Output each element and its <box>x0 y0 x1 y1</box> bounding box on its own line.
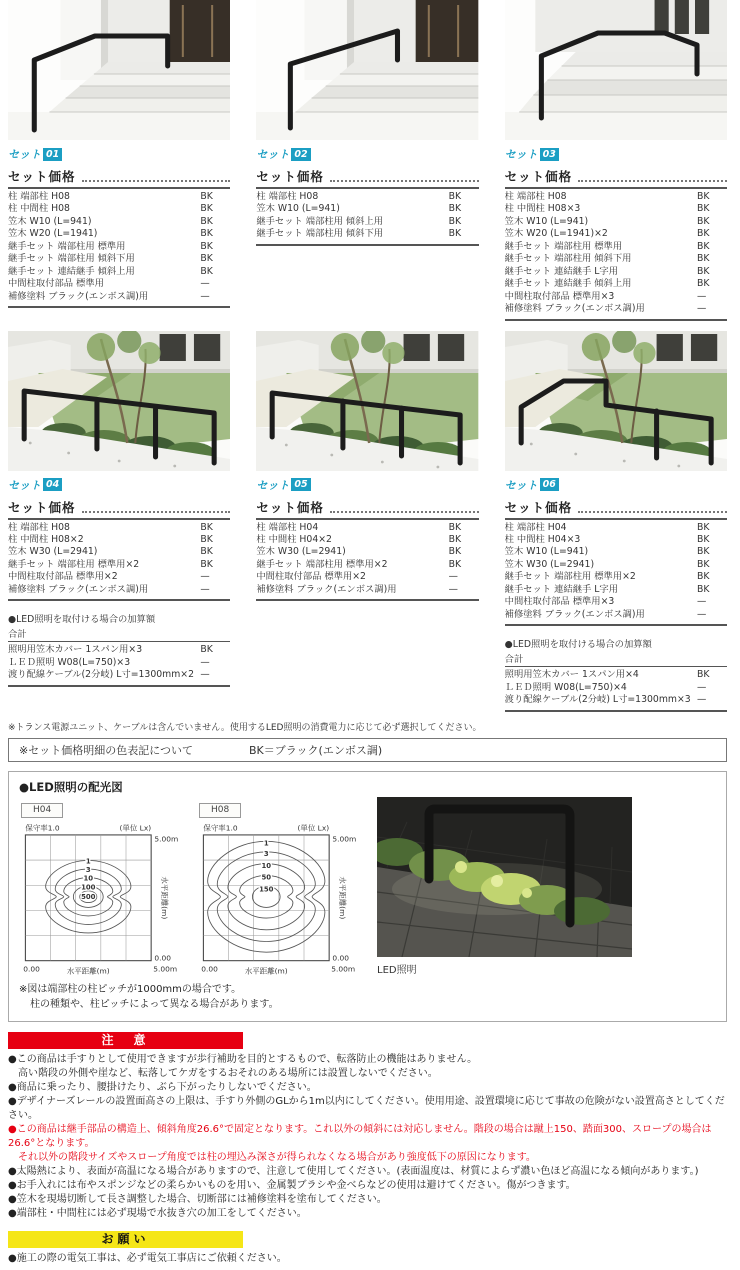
table-row <box>256 546 478 558</box>
led-distribution-chart-h04 <box>19 797 181 978</box>
item-color-code: BK <box>696 253 710 265</box>
price-title: セット価格 <box>256 167 478 185</box>
chart-tag-h08: H08 <box>199 803 241 818</box>
table-row <box>505 609 727 621</box>
item-name: 柱 端部柱 H08 <box>8 521 70 533</box>
table-row <box>256 203 478 215</box>
item-name: 継手セット 端部柱用 標準用×2 <box>8 558 140 570</box>
item-name: 柱 中間柱 H08×3 <box>504 203 581 215</box>
item-name: 継手セット 端部柱用 標準用 <box>504 240 623 252</box>
item-name: 継手セット 連結継手 傾斜上用 <box>8 265 135 277</box>
set-number-badge: 02 <box>291 148 310 161</box>
item-name: 継手セット 端部柱用 標準用×2 <box>504 571 636 583</box>
set-04-label <box>8 477 230 493</box>
item-color-code: BK <box>200 533 213 545</box>
item-color-code: — <box>200 290 210 302</box>
table-row <box>505 694 727 706</box>
item-color-code: — <box>200 669 210 681</box>
table-row <box>256 534 478 546</box>
item-name: 笠木 W10 (L=941) <box>256 203 340 215</box>
set-01-price-table <box>8 187 230 308</box>
item-color-code: BK <box>448 203 462 215</box>
caution-list <box>8 1053 727 1221</box>
svg-text:10: 10 <box>261 861 272 870</box>
item-color-code: BK <box>696 533 710 545</box>
item-name: 中間柱取付部品 標準用 <box>8 278 104 290</box>
item-name: 渡り配線ケーブル(2分岐) L寸=1300mm×2 <box>8 669 194 681</box>
svg-text:100: 100 <box>81 882 96 891</box>
item-color-code: BK <box>696 669 710 681</box>
dotted-leader <box>330 179 479 182</box>
item-color-code: BK <box>696 521 710 533</box>
item-color-code: — <box>696 608 707 620</box>
step-handrail-illustration <box>8 0 230 140</box>
set-01-section <box>8 140 230 321</box>
dotted-leader <box>82 510 231 513</box>
item-name: 柱 端部柱 H08 <box>504 191 567 202</box>
item-color-code: BK <box>696 203 710 215</box>
item-name: 柱 中間柱 H08×2 <box>8 533 84 545</box>
set-prefix: セット <box>8 148 41 161</box>
svg-text:5.00m: 5.00m <box>332 833 357 843</box>
table-row <box>505 278 727 290</box>
request-header: お願い <box>8 1231 243 1248</box>
table-row <box>8 669 230 681</box>
set-number-badge: 03 <box>540 148 559 161</box>
photo-row-garden <box>8 331 727 471</box>
item-name: 笠木 W10 (L=941) <box>504 546 589 558</box>
notice-line: ●商品に乗ったり、腰掛けたり、ぶら下がったりしないでください。 <box>8 1082 317 1094</box>
charts-row <box>19 797 359 978</box>
item-color-code: BK <box>200 253 213 265</box>
table-row <box>8 657 230 669</box>
svg-text:(単位 Lx): (単位 Lx) <box>297 823 330 833</box>
item-color-code: — <box>696 681 707 693</box>
svg-text:水平距離(m): 水平距離(m) <box>244 965 288 975</box>
set-number-badge: 01 <box>43 148 62 161</box>
sets-row-1 <box>8 140 727 321</box>
item-name: 柱 中間柱 H08 <box>8 203 70 215</box>
led-addon-title: ●LED照明を取付ける場合の加算額 <box>8 614 156 626</box>
led-photo-caption: LED照明 <box>377 964 417 976</box>
set-prefix: セット <box>8 478 41 492</box>
notice-line: ●笠木を現場切断して長さ調整した場合、切断部には補修塗料を塗布してください。 <box>8 1194 387 1206</box>
svg-text:5.00m: 5.00m <box>331 963 356 973</box>
dotted-leader <box>330 510 479 513</box>
svg-text:50: 50 <box>261 873 272 882</box>
item-color-code: BK <box>200 265 213 277</box>
table-row <box>8 228 230 240</box>
item-name: 笠木 W30 (L=2941) <box>504 558 595 570</box>
item-name: ＬＥＤ照明 W08(L=750)×4 <box>504 681 627 693</box>
item-name: 柱 中間柱 H04×2 <box>256 533 332 545</box>
item-color-code: BK <box>696 583 710 595</box>
price-title: セット価格 <box>256 498 478 516</box>
item-color-code: — <box>200 583 210 595</box>
table-row <box>505 266 727 278</box>
item-color-code: BK <box>696 571 710 583</box>
set-05-price-table <box>256 518 478 602</box>
item-color-code: BK <box>448 191 462 202</box>
table-row <box>8 241 230 253</box>
led-photo-column <box>377 797 632 976</box>
item-name: 補修塗料 ブラック(エンボス調)用 <box>8 290 149 302</box>
svg-text:500: 500 <box>81 892 96 901</box>
item-color-code: — <box>696 290 707 302</box>
svg-text:(単位 Lx): (単位 Lx) <box>119 823 152 833</box>
item-name: 柱 端部柱 H04 <box>504 521 567 533</box>
table-row <box>256 584 478 596</box>
svg-text:保守率1.0: 保守率1.0 <box>203 823 238 833</box>
item-color-code: BK <box>200 644 213 656</box>
svg-text:3: 3 <box>263 849 269 858</box>
set-prefix: セット <box>256 148 290 161</box>
set-04-led-addon-table <box>8 642 230 686</box>
table-row <box>8 584 230 596</box>
table-row <box>256 191 478 203</box>
led-addon-subtotal-label: 合計 <box>8 626 230 642</box>
notice-line: ●太陽熱により、表面が高温になる場合がありますので、注意して使用してください。(表面温度は、材質によらず濃い色ほど高温になる傾向があります。) <box>8 1166 699 1178</box>
table-row <box>8 534 230 546</box>
item-name: 補修塗料 ブラック(エンボス調)用 <box>256 583 397 595</box>
contour-chart-h04 <box>19 820 181 978</box>
item-name: 継手セット 連結継手 L字用 <box>504 583 619 595</box>
svg-text:0.00: 0.00 <box>332 953 349 963</box>
product-photo-set05 <box>256 331 478 471</box>
table-row <box>256 559 478 571</box>
price-title: セット価格 <box>8 167 230 185</box>
step-handrail-illustration <box>505 0 727 140</box>
table-row <box>8 278 230 290</box>
set-05-section <box>256 471 478 712</box>
item-color-code: BK <box>200 546 213 558</box>
price-title: セット価格 <box>505 167 727 185</box>
item-name: 笠木 W20 (L=1941) <box>8 228 98 240</box>
request-list <box>8 1252 727 1266</box>
item-color-code: BK <box>200 240 213 252</box>
led-distribution-chart-h08 <box>197 797 359 978</box>
item-name: 継手セット 連結継手 L字用 <box>504 265 619 277</box>
caution-header: 注 意 <box>8 1032 243 1049</box>
table-row <box>505 291 727 303</box>
svg-text:水平距離(m): 水平距離(m) <box>66 965 110 975</box>
item-name: 柱 端部柱 H08 <box>8 191 70 202</box>
product-photo-set03 <box>505 0 727 140</box>
item-color-code: BK <box>448 558 462 570</box>
led-box-title: ●LED照明の配光図 <box>19 779 123 794</box>
table-row <box>8 559 230 571</box>
svg-text:10: 10 <box>83 874 94 883</box>
table-row <box>256 522 478 534</box>
item-color-code: — <box>696 303 707 315</box>
item-name: 継手セット 端部柱用 傾斜下用 <box>256 228 384 240</box>
table-row <box>8 522 230 534</box>
contour-chart-h08 <box>197 820 359 978</box>
price-title: セット価格 <box>8 498 230 516</box>
color-notation-box <box>8 738 727 762</box>
table-row <box>505 228 727 240</box>
product-photo-set01 <box>8 0 230 140</box>
set-03-label <box>505 146 727 162</box>
item-color-code: — <box>448 583 458 595</box>
set-prefix: セット <box>504 148 538 161</box>
item-name: 継手セット 端部柱用 傾斜上用 <box>256 215 384 227</box>
table-row <box>8 216 230 228</box>
svg-text:0.00: 0.00 <box>154 953 171 963</box>
dotted-leader <box>82 179 231 182</box>
set-06-section <box>505 471 727 712</box>
item-color-code: BK <box>696 228 710 240</box>
item-name: 渡り配線ケーブル(2分岐) L寸=1300mm×3 <box>504 694 691 706</box>
item-color-code: BK <box>448 215 462 227</box>
notice-line: 高い階段の外側や崖など、転落してケガをするおそれのある場所には設置しないでください。 <box>18 1068 438 1080</box>
item-color-code: BK <box>696 240 710 252</box>
item-color-code: — <box>696 694 707 706</box>
table-row <box>256 228 478 240</box>
item-name: 柱 中間柱 H04×3 <box>504 533 581 545</box>
notice-line: ●端部柱・中間柱には必ず現場で水抜き穴の加工をしてください。 <box>8 1208 307 1220</box>
table-row <box>8 191 230 203</box>
product-photo-set02 <box>256 0 478 140</box>
table-row <box>256 216 478 228</box>
item-name: 柱 端部柱 H08 <box>256 191 319 202</box>
svg-text:5.00m: 5.00m <box>154 833 179 843</box>
set-06-label <box>505 477 727 493</box>
garden-rail-illustration <box>505 331 727 471</box>
set-number-badge: 05 <box>291 478 310 491</box>
table-row <box>505 584 727 596</box>
led-lighting-photo <box>377 797 632 957</box>
led-distribution-box <box>8 771 727 1023</box>
item-color-code: BK <box>200 228 213 240</box>
table-row <box>505 596 727 608</box>
charts-column <box>19 797 359 1013</box>
item-name: 補修塗料 ブラック(エンボス調)用 <box>504 608 645 620</box>
table-row <box>505 216 727 228</box>
led-box-content <box>19 797 716 1013</box>
item-color-code: BK <box>200 558 213 570</box>
table-row <box>505 534 727 546</box>
set-04-price-table <box>8 518 230 602</box>
set-01-label <box>8 146 230 162</box>
table-row <box>8 546 230 558</box>
set-04-led-addon <box>8 611 230 686</box>
svg-text:水平距離(m): 水平距離(m) <box>159 875 169 919</box>
set-prefix: セット <box>504 478 538 492</box>
item-color-code: BK <box>696 191 710 202</box>
svg-text:5.00m: 5.00m <box>153 963 178 973</box>
item-name: 中間柱取付部品 標準用×2 <box>8 571 118 583</box>
item-name: 中間柱取付部品 標準用×2 <box>256 571 366 583</box>
item-name: 笠木 W20 (L=1941)×2 <box>504 228 608 240</box>
led-addon-subtotal-label: 合計 <box>505 651 727 667</box>
table-row <box>505 203 727 215</box>
item-name: 笠木 W10 (L=941) <box>8 215 92 227</box>
item-name: 笠木 W30 (L=2941) <box>8 546 98 558</box>
item-color-code: BK <box>696 546 710 558</box>
table-row <box>505 559 727 571</box>
item-name: 継手セット 端部柱用 傾斜下用 <box>504 253 632 265</box>
item-color-code: BK <box>448 228 462 240</box>
table-row <box>8 203 230 215</box>
table-row <box>8 644 230 656</box>
item-color-code: BK <box>448 533 462 545</box>
set-03-section <box>505 140 727 321</box>
table-row <box>505 522 727 534</box>
chart-tag-h04: H04 <box>21 803 63 818</box>
svg-text:150: 150 <box>259 884 274 893</box>
item-color-code: BK <box>696 278 710 290</box>
item-name: 継手セット 連結継手 傾斜上用 <box>504 278 632 290</box>
table-row <box>505 669 727 681</box>
table-row <box>505 191 727 203</box>
notice-line: それ以外の階段サイズやスロープ角度では柱の埋込み深さが得られなくなる場合があり強度低下の原因になります。 <box>18 1152 536 1164</box>
item-name: 中間柱取付部品 標準用×3 <box>504 596 615 608</box>
item-color-code: BK <box>200 203 213 215</box>
set-prefix: セット <box>256 478 290 492</box>
set-06-price-table <box>505 518 727 627</box>
item-name: 照明用笠木カバー 1スパン用×4 <box>504 669 639 681</box>
garden-rail-illustration <box>8 331 230 471</box>
table-row <box>8 266 230 278</box>
table-row <box>8 253 230 265</box>
photo-row-steps <box>8 0 727 140</box>
svg-text:3: 3 <box>85 865 91 874</box>
item-color-code: — <box>696 596 707 608</box>
set-04-section <box>8 471 230 712</box>
item-color-code: — <box>200 278 210 290</box>
item-color-code: BK <box>448 521 462 533</box>
table-row <box>505 682 727 694</box>
led-addon-title: ●LED照明を取付ける場合の加算額 <box>504 639 652 651</box>
item-name: 継手セット 端部柱用 標準用 <box>8 240 126 252</box>
notice-line: ●施工の際の電気工事は、必ず電気工事店にご依頼ください。 <box>8 1253 287 1265</box>
distribution-figure-note: ※図は端部柱の柱ピッチが1000mmの場合です。 柱の種類や、柱ピッチによって異なる場合があります。 <box>19 984 279 1010</box>
item-color-code: BK <box>200 521 213 533</box>
item-color-code: BK <box>696 265 710 277</box>
set-number-badge: 04 <box>43 478 62 491</box>
garden-rail-illustration <box>256 331 478 471</box>
item-name: 笠木 W10 (L=941) <box>504 215 589 227</box>
item-color-code: BK <box>696 558 710 570</box>
svg-text:1: 1 <box>263 839 269 848</box>
item-name: 照明用笠木カバー 1スパン用×3 <box>8 644 143 656</box>
item-color-code: — <box>200 571 210 583</box>
set-02-label <box>256 146 478 162</box>
table-row <box>505 241 727 253</box>
notice-line: ●デザイナーズレールの設置面高さの上限は、手すり外側のGLから1m以内にしてください。使用用途、設置環境に応じて事故の危険がない設置高さとしてください。 <box>8 1096 725 1122</box>
item-name: 継手セット 端部柱用 標準用×2 <box>256 558 388 570</box>
notice-line: ●この商品は手すりとして使用できますが歩行補助を目的とするもので、転落防止の機能はありません。 <box>8 1054 478 1066</box>
svg-text:1: 1 <box>85 857 91 866</box>
item-color-code: — <box>448 571 458 583</box>
item-name: 継手セット 端部柱用 傾斜下用 <box>8 253 135 265</box>
color-notation-value: BK＝ブラック(エンボス調) <box>249 743 383 757</box>
svg-text:水平距離(m): 水平距離(m) <box>337 875 347 919</box>
price-title: セット価格 <box>505 498 727 516</box>
sets-row-2 <box>8 471 727 712</box>
item-name: 補修塗料 ブラック(エンボス調)用 <box>8 583 149 595</box>
set-05-label <box>256 477 478 493</box>
product-photo-set04 <box>8 331 230 471</box>
set-03-price-table <box>505 187 727 321</box>
item-color-code: — <box>200 656 210 668</box>
item-color-code: BK <box>200 191 213 202</box>
color-notation-label: ※セット価格明細の色表記について <box>19 743 193 757</box>
dotted-leader <box>578 510 727 513</box>
transformer-note: ※トランス電源ユニット、ケーブルは含んでいません。使用するLED照明の消費電力に応じて必ず選択してください。 <box>8 722 482 733</box>
set-number-badge: 06 <box>540 478 559 491</box>
svg-text:保守率1.0: 保守率1.0 <box>25 823 60 833</box>
step-handrail-illustration <box>256 0 478 140</box>
notice-line: ●お手入れには布やスポンジなどの柔らかいものを用い、金属製ブラシや金べらなどの使用は避けてください。傷がつきます。 <box>8 1180 576 1192</box>
set-02-price-table <box>256 187 478 246</box>
item-color-code: BK <box>448 546 462 558</box>
item-color-code: BK <box>696 215 710 227</box>
svg-text:0.00: 0.00 <box>201 963 218 973</box>
table-row <box>8 291 230 303</box>
table-row <box>505 303 727 315</box>
item-color-code: BK <box>200 215 213 227</box>
dotted-leader <box>578 179 727 182</box>
set-06-led-addon-table <box>505 667 727 711</box>
item-name: ＬＥＤ照明 W08(L=750)×3 <box>8 656 131 668</box>
item-name: 補修塗料 ブラック(エンボス調)用 <box>504 303 645 315</box>
table-row <box>505 546 727 558</box>
item-name: 柱 端部柱 H04 <box>256 521 319 533</box>
table-row <box>505 253 727 265</box>
table-row <box>505 571 727 583</box>
product-photo-set06 <box>505 331 727 471</box>
set-02-section <box>256 140 478 321</box>
table-row <box>256 571 478 583</box>
set-06-led-addon <box>505 636 727 711</box>
item-name: 中間柱取付部品 標準用×3 <box>504 290 615 302</box>
notice-line: ●この商品は継手部品の構造上、傾斜角度26.6°で固定となります。これ以外の傾斜には対応しません。階段の場合は蹴上150、踏面300、スロープの場合は26.6°となります。 <box>8 1124 712 1150</box>
svg-text:0.00: 0.00 <box>23 963 40 973</box>
item-name: 笠木 W30 (L=2941) <box>256 546 346 558</box>
table-row <box>8 571 230 583</box>
